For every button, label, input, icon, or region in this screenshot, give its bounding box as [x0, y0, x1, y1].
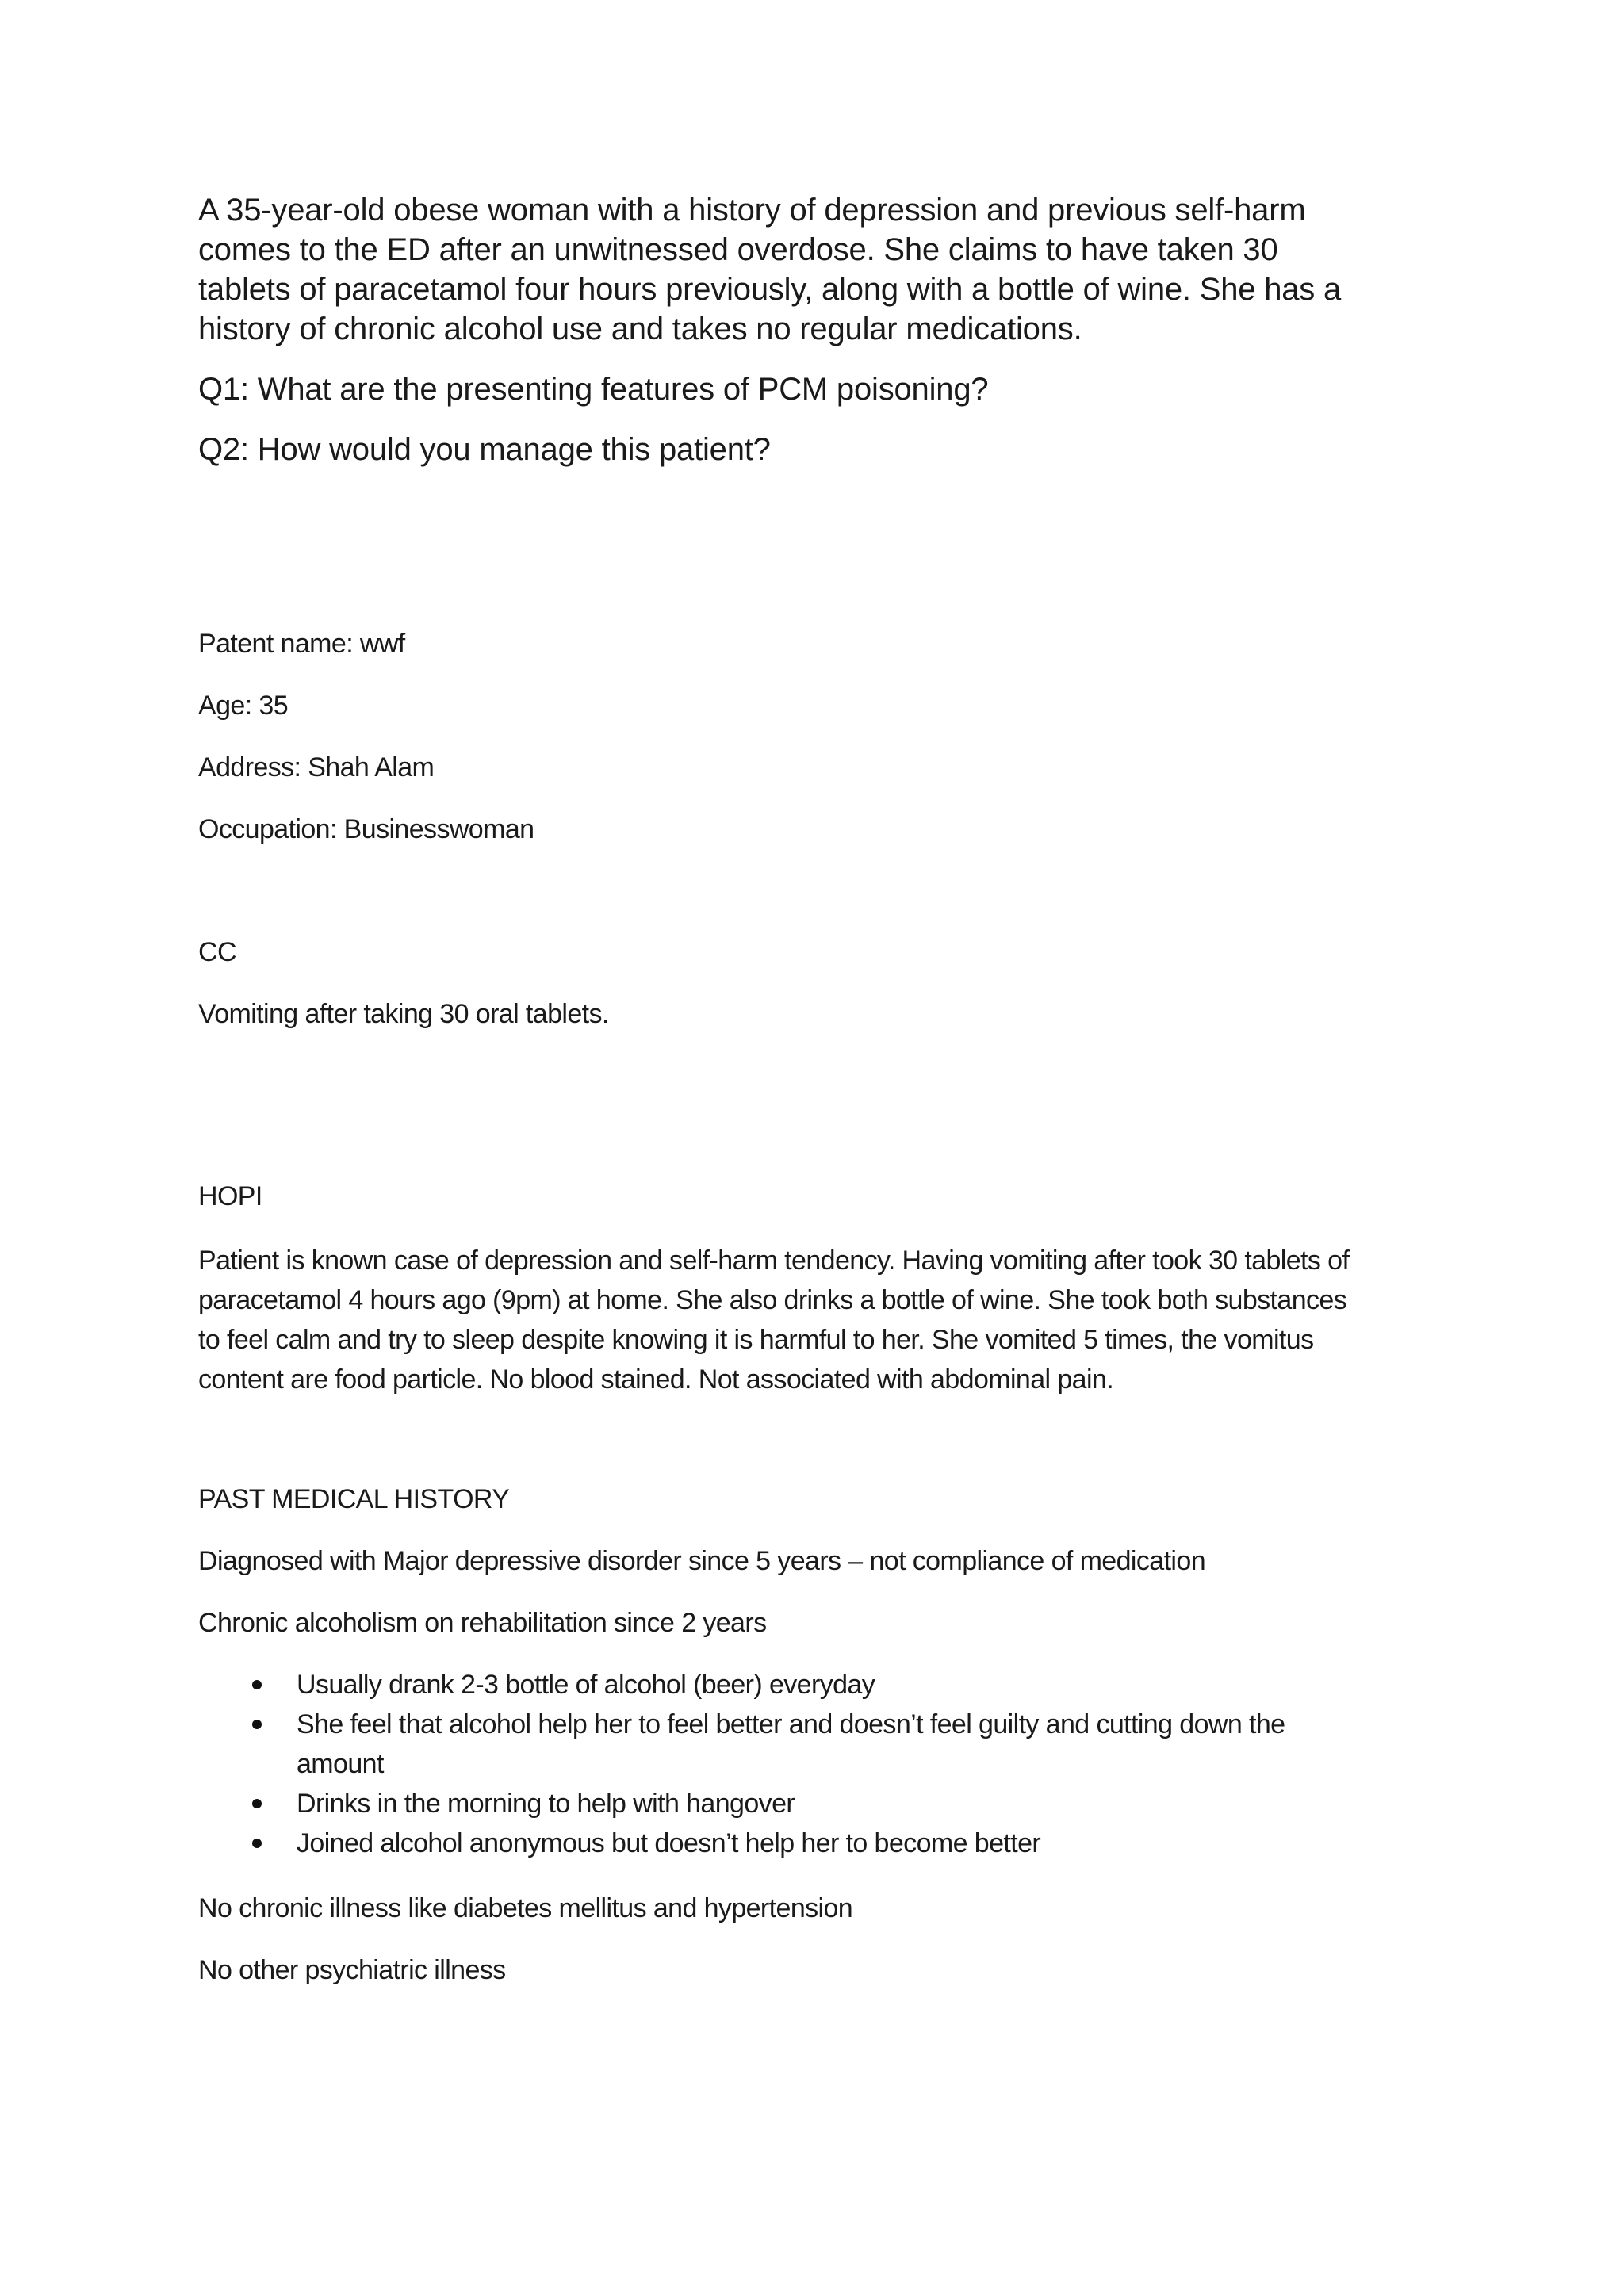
cc-text-content: Vomiting after taking 30 oral tablets. — [198, 999, 609, 1029]
pmh-mdd — [198, 1541, 1451, 1581]
bullet-icon — [252, 1799, 262, 1808]
patient-occupation — [198, 809, 1451, 849]
list-item-text: Usually drank 2-3 bottle of alcohol (beer) everyday — [297, 1670, 875, 1700]
pmh-no-chronic-illness — [198, 1888, 1451, 1928]
cc-text — [198, 994, 1451, 1034]
question-1: Q1: What are the presenting features of PCM poisoning? — [198, 372, 989, 407]
patient-address-text: Address: Shah Alam — [198, 752, 435, 783]
list-item — [198, 1784, 1451, 1823]
pmh-heading — [198, 1479, 1451, 1519]
case-line-4: history of chronic alcohol use and takes no regular medications. — [198, 312, 1082, 346]
cc-heading — [198, 932, 1451, 972]
patient-age — [198, 686, 1451, 725]
pmh-alcoholism-text: Chronic alcoholism on rehabilitation since 2 years — [198, 1608, 767, 1638]
bullet-icon — [252, 1839, 262, 1848]
bullet-icon — [252, 1680, 262, 1689]
hopi-heading-text: HOPI — [198, 1181, 262, 1211]
list-item — [198, 1665, 1451, 1705]
case-line-2: comes to the ED after an unwitnessed overdose. She claims to have taken 30 — [198, 232, 1278, 267]
pmh-heading-text: PAST MEDICAL HISTORY — [198, 1484, 510, 1514]
hopi-heading — [198, 1177, 1451, 1216]
list-item-text: She feel that alcohol help her to feel better and doesn’t feel guilty and cutting down the — [297, 1709, 1285, 1739]
patient-address — [198, 748, 1451, 787]
patient-occupation-text: Occupation: Businesswoman — [198, 814, 534, 844]
case-line-1: A 35-year-old obese woman with a history of depression and previous self-harm — [198, 193, 1306, 228]
hopi-line-3: to feel calm and try to sleep despite knowing it is harmful to her. She vomited 5 times, the vomitus — [198, 1325, 1314, 1355]
case-line-3: tablets of paracetamol four hours previously, along with a bottle of wine. She has a — [198, 272, 1342, 307]
hopi-line-4: content are food particle. No blood stained. Not associated with abdominal pain. — [198, 1364, 1114, 1395]
list-item-continuation — [198, 1744, 1451, 1784]
pmh-no-psychiatric-illness — [198, 1950, 1451, 1990]
bullet-icon — [252, 1720, 262, 1729]
question-2: Q2: How would you manage this patient? — [198, 432, 771, 467]
list-item-text: amount — [297, 1749, 384, 1779]
pmh-no-chronic-text: No chronic illness like diabetes mellitus and hypertension — [198, 1893, 853, 1923]
pmh-no-psych-text: No other psychiatric illness — [198, 1955, 506, 1985]
pmh-alcoholism — [198, 1603, 1451, 1643]
hopi-line-1: Patient is known case of depression and self-harm tendency. Having vomiting after took 30 tablets of — [198, 1246, 1350, 1276]
list-item — [198, 1705, 1451, 1744]
case-scenario — [198, 190, 1435, 469]
hopi-paragraph — [198, 1241, 1451, 1399]
pmh-mdd-text: Diagnosed with Major depressive disorder since 5 years – not compliance of medication — [198, 1546, 1206, 1576]
patient-name-text: Patent name: wwf — [198, 629, 405, 659]
alcohol-history-list — [198, 1665, 1451, 1863]
patient-age-text: Age: 35 — [198, 691, 289, 721]
list-item-text: Drinks in the morning to help with hangover — [297, 1789, 795, 1819]
patient-name — [198, 624, 1451, 664]
cc-heading-text: CC — [198, 937, 236, 967]
list-item-text: Joined alcohol anonymous but doesn’t help her to become better — [297, 1828, 1041, 1858]
list-item — [198, 1823, 1451, 1863]
hopi-line-2: paracetamol 4 hours ago (9pm) at home. She also drinks a bottle of wine. She took both substances — [198, 1285, 1347, 1315]
